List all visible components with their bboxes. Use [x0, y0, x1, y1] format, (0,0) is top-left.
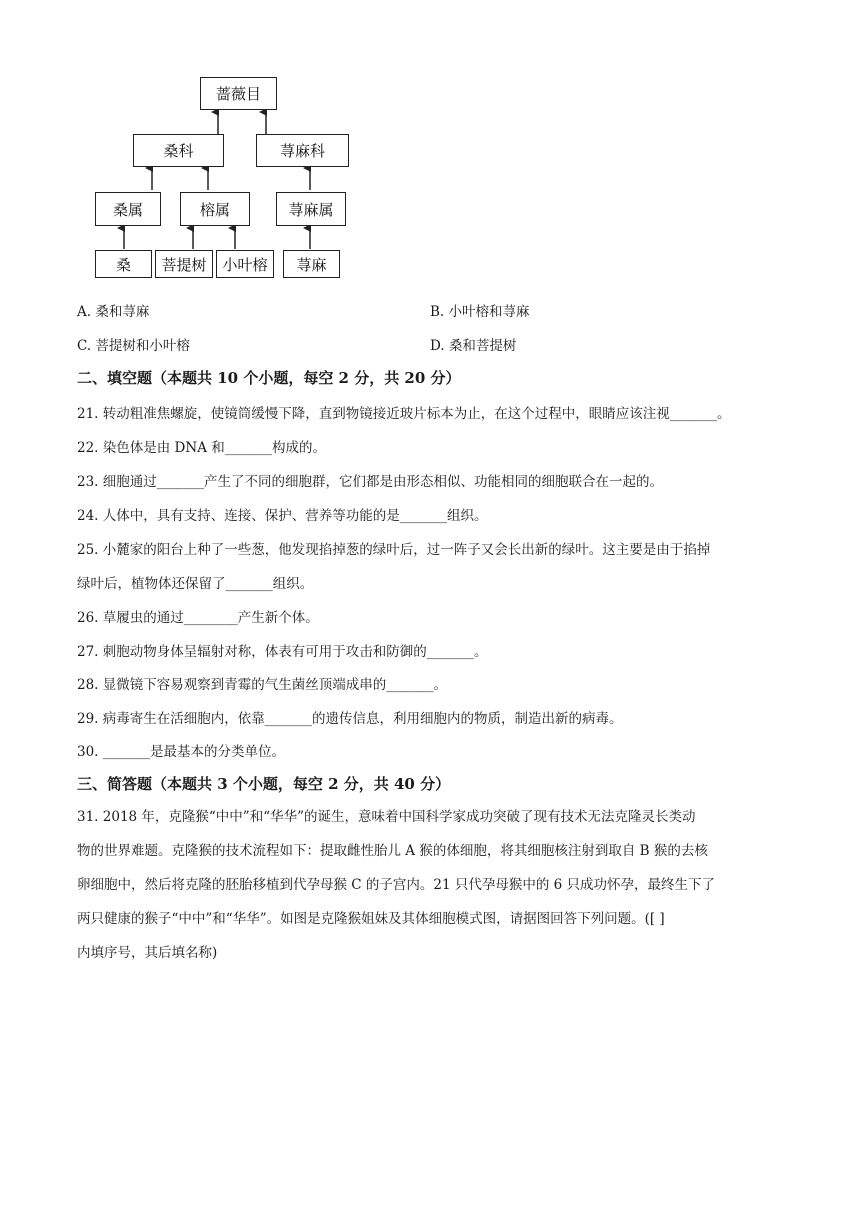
question-25-line-2: 绿叶后，植物体还保留了_______组织。 — [77, 576, 314, 592]
question-24: 24. 人体中，具有支持、连接、保护、营养等功能的是_______组织。 — [77, 508, 488, 524]
question-27: 27. 刺胞动物身体呈辐射对称，体表有可用于攻击和防御的_______。 — [77, 644, 488, 660]
section-short-answer-title: 三、简答题（本题共 3 个小题，每空 2 分，共 40 分） — [77, 775, 451, 793]
question-29: 29. 病毒寄生在活细胞内，依靠_______的遗传信息，利用细胞内的物质，制造出新的病毒。 — [77, 711, 623, 727]
node-morus-genus: 桑属 — [95, 192, 161, 226]
node-bodhi-species: 菩提树 — [155, 250, 213, 278]
node-ficus-genus: 榕属 — [180, 192, 250, 226]
question-31-line-3: 卵细胞中，然后将克隆的胚胎移植到代孕母猴 C 的子宫内。21 只代孕母猴中的 6 只成功怀孕，最终生下了 — [77, 877, 716, 893]
question-25-line-1: 25. 小麓家的阳台上种了一些葱，他发现掐掉葱的绿叶后，过一阵子又会长出新的绿叶。这主要是由于掐掉 — [77, 542, 711, 558]
option-a: A. 桑和荨麻 — [77, 304, 150, 320]
node-nettle-species: 荨麻 — [283, 250, 340, 278]
node-nettle-family: 荨麻科 — [256, 134, 349, 167]
question-31-line-2: 物的世界难题。克隆猴的技术流程如下：提取雌性胎儿 A 猴的体细胞，将其细胞核注射到取自 B 猴的去核 — [77, 843, 708, 859]
question-31-paragraph — [77, 800, 783, 970]
question-28: 28. 显微镜下容易观察到青霉的气生菌丝顶端成串的_______。 — [77, 677, 448, 693]
node-mulberry-family: 桑科 — [133, 134, 224, 167]
question-23: 23. 细胞通过_______产生了不同的细胞群，它们都是由形态相似、功能相同的细胞联合在一起的。 — [77, 474, 664, 490]
node-order: 蔷薇目 — [200, 77, 277, 110]
question-31-line-5: 内填序号，其后填名称) — [77, 945, 218, 961]
question-31-line-1: 31. 2018 年，克隆猴“中中”和“华华”的诞生，意味着中国科学家成功突破了现有技术无法克隆灵长类动 — [77, 809, 696, 825]
question-22: 22. 染色体是由 DNA 和_______构成的。 — [77, 440, 326, 456]
classification-diagram — [0, 0, 400, 290]
question-21: 21. 转动粗准焦螺旋，使镜筒缓慢下降，直到物镜接近玻片标本为止，在这个过程中，眼睛应该注视_______。 — [77, 406, 731, 422]
question-26: 26. 草履虫的通过________产生新个体。 — [77, 610, 319, 626]
question-31-line-4: 两只健康的猴子“中中”和“华华”。如图是克隆猴姐妹及其体细胞模式图，请据图回答下列问题。([ ] — [77, 911, 665, 927]
node-urtica-genus: 荨麻属 — [276, 192, 346, 226]
option-c: C. 菩提树和小叶榕 — [77, 338, 190, 354]
question-30: 30. _______是最基本的分类单位。 — [77, 744, 286, 760]
option-d: D. 桑和菩提树 — [430, 338, 517, 354]
section-fill-in-title: 二、填空题（本题共 10 个小题，每空 2 分，共 20 分） — [77, 369, 461, 387]
option-b: B. 小叶榕和荨麻 — [430, 304, 530, 320]
node-mulberry-species: 桑 — [95, 250, 152, 278]
node-smallfig-species: 小叶榕 — [216, 250, 274, 278]
